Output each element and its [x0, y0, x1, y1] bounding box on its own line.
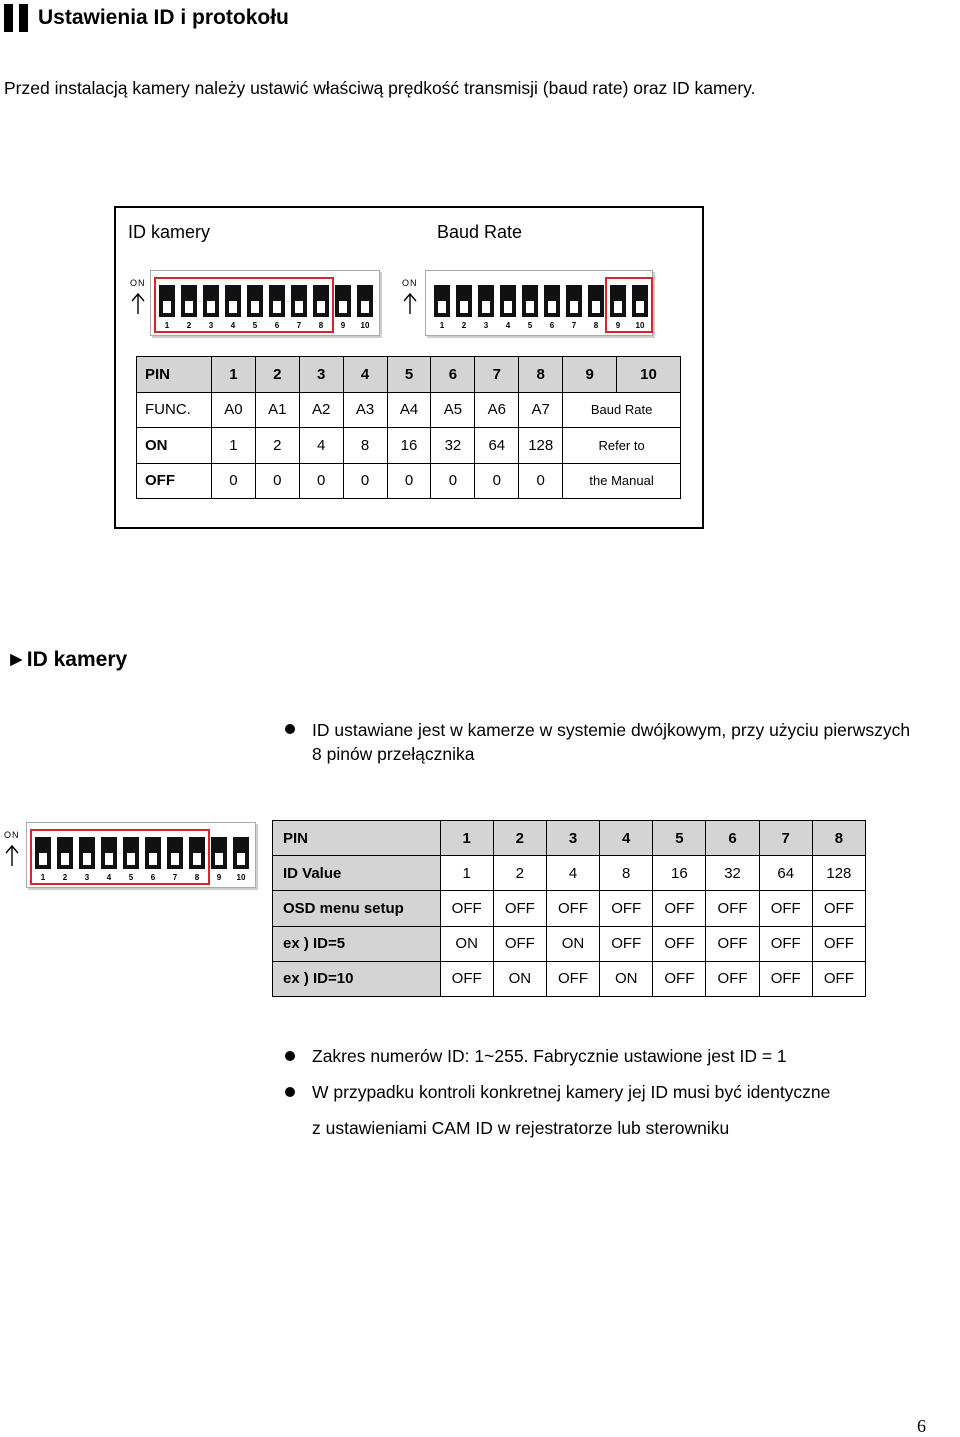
dip-switch-lever [434, 285, 450, 317]
dip-switch-number: 3 [208, 321, 214, 330]
dip-switch-baud [425, 270, 653, 336]
dip-switch-number: 1 [164, 321, 170, 330]
dip-switch-id [150, 270, 380, 336]
dip-switch-number: 4 [230, 321, 236, 330]
dip-switch-lever [566, 285, 582, 317]
arrow-up-icon [403, 292, 417, 314]
bullet-text: ID ustawiane jest w kamerze w systemie dwójkowym, przy użyciu pierwszych [312, 720, 911, 740]
bullet-text: Zakres numerów ID: 1~255. Fabrycznie ustawione jest ID = 1 [312, 1046, 787, 1066]
dip-on-label: ON [402, 278, 418, 288]
dip-switch-lever [456, 285, 472, 317]
dip-highlight-box [605, 277, 653, 333]
dip-switch-number: 1 [40, 873, 46, 882]
dip-switch-number: 2 [186, 321, 192, 330]
caption-camera-id: ID kamery [128, 222, 211, 242]
table-row: ex ) ID=10 OFF ON OFF ON OFF OFF OFF OFF [273, 961, 866, 996]
arrow-up-icon [5, 844, 19, 866]
dip-highlight-box [30, 829, 210, 885]
intro-text: Przed instalacją kamery należy ustawić właściwą prędkość transmisji (baud rate) oraz ID kamery. [4, 78, 756, 98]
dip-switch-number: 3 [84, 873, 90, 882]
heading-bars-icon [4, 4, 30, 32]
dip-highlight-box [154, 277, 334, 333]
section-title: ►ID kamery [6, 648, 128, 671]
dip-switch-number: 5 [252, 321, 258, 330]
dip-switch-number: 8 [194, 873, 200, 882]
dip-switch-number: 3 [483, 321, 489, 330]
dip-switch-number: 2 [62, 873, 68, 882]
bullet-text: 8 pinów przełącznika [312, 744, 475, 764]
dip-switch-number: 9 [340, 321, 346, 330]
pin-function-table [136, 356, 681, 499]
dip-switch-lever [335, 285, 351, 317]
table-row: ON 1 2 4 8 16 32 64 128 Refer to [137, 428, 681, 464]
dip-switch-lever [478, 285, 494, 317]
dip-switch-number: 6 [274, 321, 280, 330]
dip-switch-number: 7 [296, 321, 302, 330]
dip-switch-number: 7 [172, 873, 178, 882]
dip-switch-number: 9 [216, 873, 222, 882]
dip-switch-number: 8 [318, 321, 324, 330]
dip-switch-number: 9 [615, 321, 621, 330]
table-row: PIN 1 2 3 4 5 6 7 8 9 10 [137, 357, 681, 393]
dip-switch-lever [211, 837, 227, 869]
dip-switch-number: 7 [571, 321, 577, 330]
bullet-text: W przypadku kontroli konkretnej kamery jej ID musi być identyczne [312, 1082, 831, 1102]
dip-switch-number: 10 [236, 873, 246, 882]
dip-switch-lever [544, 285, 560, 317]
table-row: OSD menu setup OFF OFF OFF OFF OFF OFF OFF OFF [273, 891, 866, 926]
id-value-table [272, 820, 866, 997]
table-row: PIN 1 2 3 4 5 6 7 8 [273, 821, 866, 856]
dip-switch-number: 10 [635, 321, 645, 330]
dip-switch-number: 4 [505, 321, 511, 330]
dip-switch-number: 6 [150, 873, 156, 882]
dip-switch-number: 4 [106, 873, 112, 882]
dip-switch-id-example [26, 822, 256, 888]
dip-switch-number: 10 [360, 321, 370, 330]
dip-switch-number: 1 [439, 321, 445, 330]
table-row: FUNC. A0 A1 A2 A3 A4 A5 A6 A7 Baud Rate [137, 392, 681, 428]
dip-switch-number: 8 [593, 321, 599, 330]
table-row: ID Value 1 2 4 8 16 32 64 128 [273, 856, 866, 891]
dip-switch-lever [500, 285, 516, 317]
dip-switch-lever [233, 837, 249, 869]
dip-switch-lever [588, 285, 604, 317]
bullet-icon [285, 1087, 295, 1097]
page-title: Ustawienia ID i protokołu [38, 6, 289, 29]
table-row: ex ) ID=5 ON OFF ON OFF OFF OFF OFF OFF [273, 926, 866, 961]
dip-switch-number: 6 [549, 321, 555, 330]
dip-switch-lever [357, 285, 373, 317]
table-row: OFF 0 0 0 0 0 0 0 0 the Manual [137, 463, 681, 499]
bullet-icon [285, 724, 295, 734]
dip-switch-number: 5 [128, 873, 134, 882]
dip-on-label: ON [4, 830, 20, 840]
bullet-text: z ustawieniami CAM ID w rejestratorze lub sterowniku [312, 1118, 730, 1138]
arrow-up-icon [131, 292, 145, 314]
dip-switch-lever [522, 285, 538, 317]
dip-switch-number: 5 [527, 321, 533, 330]
bullet-icon [285, 1051, 295, 1061]
caption-baud-rate: Baud Rate [437, 222, 523, 242]
dip-switch-number: 2 [461, 321, 467, 330]
page-number: 6 [917, 1416, 926, 1436]
dip-on-label: ON [130, 278, 146, 288]
